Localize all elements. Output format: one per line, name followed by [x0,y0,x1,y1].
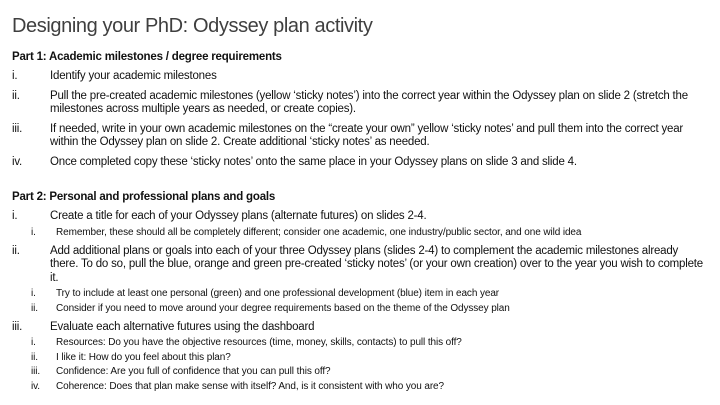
sublist [12,288,712,315]
list-item-text: Remember, these should all be completely different; consider one academic, one industry/public sector, and one wild idea [56,226,582,238]
list-item [12,321,712,335]
slide-title: Designing your PhD: Odyssey plan activity [12,15,373,37]
list-marker: iii. [12,320,23,333]
list-marker: ii. [31,302,38,314]
sublist-item [31,366,712,378]
sublist-item [31,227,712,239]
list-item-text: If needed, write in your own academic milestones on the “create your own” yellow ‘sticky notes’ and pull them into the correct year within the Odyssey plan on slide 2. Create additional ‘sticky notes’ as needed. [50,122,684,148]
sublist [12,227,712,239]
list-item-text: Coherence: Does that plan make sense with itself? And, is it consistent with who you are? [56,380,444,392]
sublist-item [31,288,712,300]
list-marker: ii. [12,89,20,102]
list-item [12,70,712,84]
list-item-text: I like it: How do you feel about this plan? [56,351,231,363]
list-marker: iii. [12,122,23,135]
list-marker: i. [12,210,18,222]
list-item-text: Resources: Do you have the objective resources (time, money, skills, contacts) to pull this off? [56,337,462,348]
list-item-text: Add additional plans or goals into each of your three Odyssey plans (slides 2-4) to complement the academic milestones already there. To do so, pull the blue, orange and green pre-created ‘sticky notes’ (or your own creation) over to the year you wish to complete it. [50,244,703,284]
list-marker: iii. [31,366,41,377]
section-part-1 [12,50,712,169]
list-item-text: Confidence: Are you full of confidence that you can pull this off? [56,366,331,377]
list-marker: i. [12,70,18,82]
list-marker: ii. [31,351,38,363]
list-marker: iv. [31,380,40,392]
sublist-item [31,381,712,393]
section-heading: Part 2: Personal and professional plans and goals [12,191,276,203]
list-item-text: Consider if you need to move around your degree requirements based on the theme of the Odyssey plan [56,302,510,314]
list-marker: ii. [12,244,20,257]
list-item [12,210,712,224]
section-heading: Part 1: Academic milestones / degree requirements [12,51,282,63]
list-item-text: Pull the pre-created academic milestones (yellow ‘sticky notes’) into the correct year within the Odyssey plan on slide 2 (stretch the milestones across multiple years as needed, or create copies). [50,89,688,115]
list-item-text: Evaluate each alternative futures using the dashboard [50,320,315,333]
list [12,70,712,169]
list-item-text: Try to include at least one personal (green) and one professional development (blue) item in each year [56,288,500,299]
list-item [12,123,712,150]
list-item [12,90,712,117]
list-marker: i. [31,226,36,238]
list-marker: i. [31,288,36,299]
list-item [12,156,712,170]
list [12,210,712,393]
sublist-item [31,337,712,349]
list-item-text: Create a title for each of your Odyssey plans (alternate futures) on slides 2-4. [50,210,427,222]
sublist [12,337,712,393]
list-marker: i. [31,337,36,348]
section-part-2 [12,190,712,393]
list-item-text: Once completed copy these ‘sticky notes’ onto the same place in your Odyssey plans on slide 3 and slide 4. [50,155,577,168]
sublist-item [31,303,712,315]
list-item [12,245,712,286]
sublist-item [31,352,712,364]
list-item-text: Identify your academic milestones [50,70,217,82]
list-marker: iv. [12,155,23,168]
